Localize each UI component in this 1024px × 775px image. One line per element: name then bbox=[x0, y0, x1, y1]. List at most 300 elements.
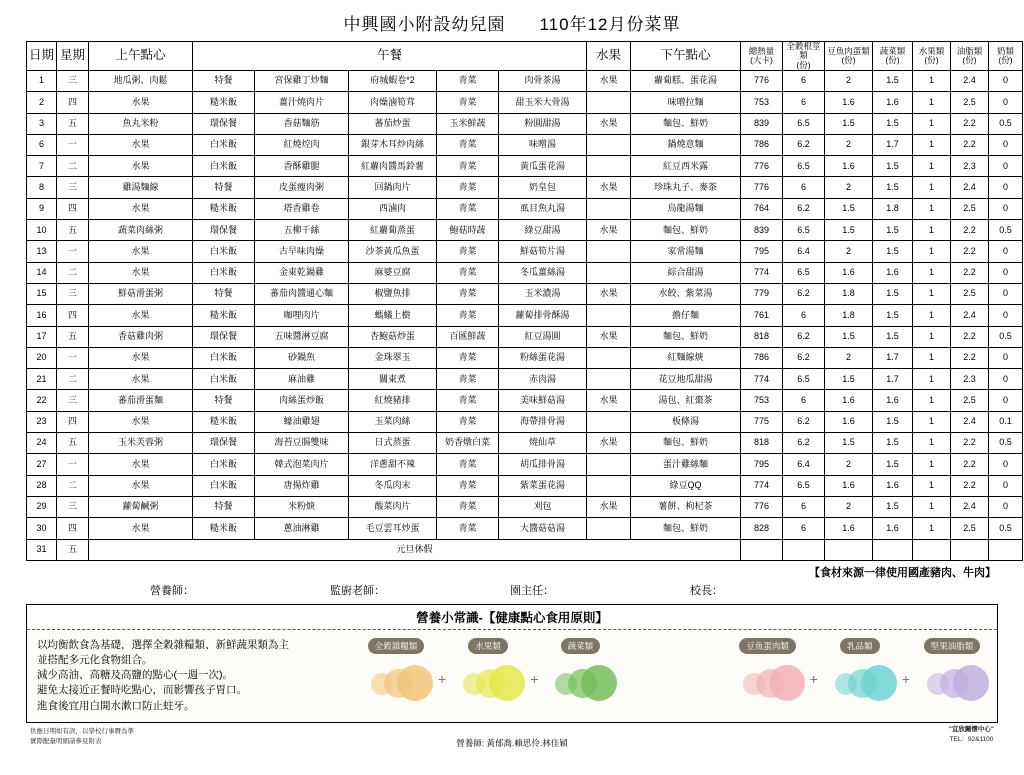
cell-lunch-main: 五柳干絲 bbox=[255, 220, 349, 241]
cell-protein: 1.5 bbox=[825, 369, 873, 390]
cell-morning-snack: 水果 bbox=[89, 198, 193, 219]
cell-dairy: 0.1 bbox=[989, 411, 1023, 432]
cell-calories: 776 bbox=[741, 71, 783, 92]
cell-fruit: 水果 bbox=[587, 390, 631, 411]
cell-lunch-side: 麻婆豆腐 bbox=[349, 262, 437, 283]
th-calories-l1: 總熱量 bbox=[748, 45, 775, 56]
cell-fruit bbox=[587, 241, 631, 262]
cell-lunch-vegetable: 百匯鮮蔬 bbox=[437, 326, 499, 347]
cell-afternoon-snack: 紅麵線焿 bbox=[631, 347, 741, 368]
cell-afternoon-snack: 麵包、鮮奶 bbox=[631, 113, 741, 134]
food-group-item bbox=[359, 636, 433, 703]
cell-fruit-group: 1 bbox=[913, 475, 951, 496]
cell-lunch-side: 蕃茄炒蛋 bbox=[349, 113, 437, 134]
cell-fruit: 水果 bbox=[587, 496, 631, 517]
cell-calories: 776 bbox=[741, 177, 783, 198]
food-group-item bbox=[823, 636, 897, 703]
cell-grain: 6.5 bbox=[783, 156, 825, 177]
cell-lunch-vegetable: 青菜 bbox=[437, 92, 499, 113]
cell-grain: 6.2 bbox=[783, 326, 825, 347]
cell-fruit bbox=[587, 411, 631, 432]
th-calories-l2: (大卡) bbox=[750, 55, 773, 65]
cell-lunch-soup: 粉圓甜湯 bbox=[499, 113, 587, 134]
cell-weekday: 五 bbox=[57, 539, 89, 560]
table-row bbox=[27, 71, 1023, 92]
cell-afternoon-snack: 湯包、紅棗茶 bbox=[631, 390, 741, 411]
cell-vegetable: 1.5 bbox=[873, 71, 913, 92]
cell-calories: 795 bbox=[741, 241, 783, 262]
cell-weekday: 四 bbox=[57, 305, 89, 326]
cell-weekday: 四 bbox=[57, 411, 89, 432]
cell-lunch-side: 紅蘿肉醬馬鈴薯 bbox=[349, 156, 437, 177]
cell-grain: 6.5 bbox=[783, 113, 825, 134]
cell-fruit bbox=[587, 92, 631, 113]
food-group-item bbox=[543, 636, 617, 703]
cell-dairy: 0 bbox=[989, 156, 1023, 177]
cell-afternoon-snack: 板條湯 bbox=[631, 411, 741, 432]
cell-dairy: 0 bbox=[989, 241, 1023, 262]
cell-lunch-soup: 肉骨茶湯 bbox=[499, 71, 587, 92]
cell-calories: 774 bbox=[741, 262, 783, 283]
cell-lunch-vegetable: 青菜 bbox=[437, 134, 499, 155]
cell-protein: 2 bbox=[825, 496, 873, 517]
cell-morning-snack: 蕃茄滑蛋麵 bbox=[89, 390, 193, 411]
cell-weekday: 三 bbox=[57, 71, 89, 92]
cell-lunch-vegetable: 青菜 bbox=[437, 454, 499, 475]
cell-oil: 2.5 bbox=[951, 92, 989, 113]
cell-afternoon-snack: 紅豆西米露 bbox=[631, 156, 741, 177]
table-row bbox=[27, 390, 1023, 411]
cell-protein: 1.6 bbox=[825, 92, 873, 113]
cell-afternoon-snack: 水餃、紫菜湯 bbox=[631, 283, 741, 304]
table-row bbox=[27, 369, 1023, 390]
th-protein-l2: (份) bbox=[841, 55, 856, 65]
cell-vegetable: 1.5 bbox=[873, 113, 913, 134]
cell-dairy: 0 bbox=[989, 369, 1023, 390]
th-weekday: 星期 bbox=[57, 42, 89, 71]
cell-calories: 839 bbox=[741, 113, 783, 134]
cell-dairy: 0 bbox=[989, 305, 1023, 326]
cell-morning-snack: 水果 bbox=[89, 305, 193, 326]
cell-fruit-group: 1 bbox=[913, 113, 951, 134]
cell-lunch-main: 金東乾鍋雞 bbox=[255, 262, 349, 283]
cell-fruit-group: 1 bbox=[913, 134, 951, 155]
cell-protein: 1.5 bbox=[825, 198, 873, 219]
cell-date: 15 bbox=[27, 283, 57, 304]
th-dairy-l2: (份) bbox=[998, 55, 1013, 65]
tip-line: 進食後宜用白開水漱口防止蛀牙。 bbox=[37, 699, 195, 712]
cell-protein: 1.6 bbox=[825, 411, 873, 432]
cell-lunch-side: 紅燒豬排 bbox=[349, 390, 437, 411]
cell-lunch-side: 沙茶黃瓜魚蛋 bbox=[349, 241, 437, 262]
table-row bbox=[27, 454, 1023, 475]
cell-morning-snack: 水果 bbox=[89, 411, 193, 432]
cell-empty bbox=[741, 539, 783, 560]
menu-table-body bbox=[27, 71, 1023, 561]
signature-field-1[interactable]: 監廚老師： bbox=[330, 584, 385, 597]
cell-oil: 2.5 bbox=[951, 283, 989, 304]
cell-date: 3 bbox=[27, 113, 57, 134]
cell-afternoon-snack: 麵包、鮮奶 bbox=[631, 220, 741, 241]
cell-morning-snack: 水果 bbox=[89, 262, 193, 283]
cell-lunch-main: 蕃茄肉醬通心麵 bbox=[255, 283, 349, 304]
cell-grain: 6.2 bbox=[783, 411, 825, 432]
cell-lunch-side: 洋蔥甜不辣 bbox=[349, 454, 437, 475]
cell-afternoon-snack: 家常湯麵 bbox=[631, 241, 741, 262]
cell-calories: 761 bbox=[741, 305, 783, 326]
plus-icon: + bbox=[530, 671, 539, 688]
cell-protein: 1.6 bbox=[825, 262, 873, 283]
cell-lunch-staple: 特餐 bbox=[193, 283, 255, 304]
cell-morning-snack: 水果 bbox=[89, 475, 193, 496]
cell-oil: 2.2 bbox=[951, 475, 989, 496]
cell-lunch-soup: 鮮菇筍片湯 bbox=[499, 241, 587, 262]
cell-grain: 6 bbox=[783, 305, 825, 326]
cell-lunch-staple: 糙米飯 bbox=[193, 305, 255, 326]
menu-month: 110年12月份菜單 bbox=[539, 15, 681, 34]
signature-field-3[interactable]: 校長： bbox=[690, 584, 723, 597]
th-oil bbox=[951, 42, 989, 71]
cell-grain: 6.5 bbox=[783, 220, 825, 241]
cell-protein: 2 bbox=[825, 347, 873, 368]
cell-lunch-soup: 綠豆甜湯 bbox=[499, 220, 587, 241]
cell-lunch-vegetable: 青菜 bbox=[437, 177, 499, 198]
cell-fruit-group: 1 bbox=[913, 156, 951, 177]
cell-calories: 774 bbox=[741, 369, 783, 390]
cell-vegetable: 1.8 bbox=[873, 198, 913, 219]
cell-oil: 2.5 bbox=[951, 198, 989, 219]
cell-fruit-group: 1 bbox=[913, 433, 951, 454]
cell-dairy: 0 bbox=[989, 347, 1023, 368]
cell-fruit-group: 1 bbox=[913, 326, 951, 347]
cell-lunch-side: 日式蒸蛋 bbox=[349, 433, 437, 454]
cell-lunch-side: 杏鮑菇炒蛋 bbox=[349, 326, 437, 347]
cell-weekday: 三 bbox=[57, 177, 89, 198]
food-group-cluster-right bbox=[731, 636, 989, 703]
th-calories bbox=[741, 42, 783, 71]
cell-date: 29 bbox=[27, 496, 57, 517]
footer-nutritionists: 營養師: 黃郁喬.賴思伶.林佳穎 bbox=[456, 737, 568, 748]
table-row bbox=[27, 305, 1023, 326]
cell-afternoon-snack: 味噌拉麵 bbox=[631, 92, 741, 113]
cell-fruit: 水果 bbox=[587, 177, 631, 198]
cell-afternoon-snack: 麵包、鮮奶 bbox=[631, 433, 741, 454]
cell-dairy: 0 bbox=[989, 92, 1023, 113]
cell-afternoon-snack: 花豆地瓜甜湯 bbox=[631, 369, 741, 390]
cell-calories: 818 bbox=[741, 326, 783, 347]
cell-vegetable: 1.6 bbox=[873, 475, 913, 496]
th-fruit-group-l1: 水果類 bbox=[918, 45, 945, 56]
cell-fruit bbox=[587, 156, 631, 177]
cell-oil: 2.2 bbox=[951, 113, 989, 134]
signature-field-2[interactable]: 園主任： bbox=[510, 584, 554, 597]
cell-afternoon-snack: 麵包、鮮奶 bbox=[631, 326, 741, 347]
cell-lunch-soup: 玉米濃湯 bbox=[499, 283, 587, 304]
cell-lunch-vegetable: 奶香燉白菜 bbox=[437, 433, 499, 454]
cell-lunch-staple: 白米飯 bbox=[193, 156, 255, 177]
cell-lunch-main: 五味醬淋豆腐 bbox=[255, 326, 349, 347]
cell-lunch-main: 唐揚炸雞 bbox=[255, 475, 349, 496]
cell-oil: 2.3 bbox=[951, 156, 989, 177]
cell-afternoon-snack: 鍋燒意麵 bbox=[631, 134, 741, 155]
cell-protein: 2 bbox=[825, 177, 873, 198]
cell-grain: 6 bbox=[783, 92, 825, 113]
th-date: 日期 bbox=[27, 42, 57, 71]
th-lunch: 午餐 bbox=[193, 42, 587, 71]
cell-lunch-staple: 白米飯 bbox=[193, 454, 255, 475]
cell-calories: 818 bbox=[741, 433, 783, 454]
cell-dairy: 0.5 bbox=[989, 326, 1023, 347]
cell-vegetable: 1.5 bbox=[873, 326, 913, 347]
cell-lunch-side: 銀芽木耳炒肉絲 bbox=[349, 134, 437, 155]
plus-icon: + bbox=[901, 671, 910, 688]
cell-oil: 2.2 bbox=[951, 220, 989, 241]
th-vegetable-l1: 蔬菜類 bbox=[879, 45, 906, 56]
cell-weekday: 五 bbox=[57, 433, 89, 454]
cell-lunch-side: 金珠翠玉 bbox=[349, 347, 437, 368]
cell-lunch-side: 毛豆雲耳炒蛋 bbox=[349, 518, 437, 539]
cell-fruit-group: 1 bbox=[913, 518, 951, 539]
th-fruit: 水果 bbox=[587, 42, 631, 71]
cell-lunch-main: 蠔油雞翅 bbox=[255, 411, 349, 432]
table-row bbox=[27, 475, 1023, 496]
cell-lunch-staple: 特餐 bbox=[193, 71, 255, 92]
cell-lunch-staple: 特餐 bbox=[193, 496, 255, 517]
cell-weekday: 一 bbox=[57, 347, 89, 368]
cell-date: 13 bbox=[27, 241, 57, 262]
cell-lunch-vegetable: 青菜 bbox=[437, 369, 499, 390]
cell-calories: 764 bbox=[741, 198, 783, 219]
cell-oil: 2.2 bbox=[951, 347, 989, 368]
cell-morning-snack: 地瓜粥、肉鬆 bbox=[89, 71, 193, 92]
cell-protein: 1.5 bbox=[825, 326, 873, 347]
cell-grain: 6.2 bbox=[783, 433, 825, 454]
cell-fruit-group: 1 bbox=[913, 177, 951, 198]
cell-lunch-staple: 環保餐 bbox=[193, 220, 255, 241]
cell-protein: 1.8 bbox=[825, 283, 873, 304]
cell-afternoon-snack: 擔仔麵 bbox=[631, 305, 741, 326]
cell-oil: 2.4 bbox=[951, 496, 989, 517]
cell-weekday: 三 bbox=[57, 283, 89, 304]
food-group-label: 堅果油脂類 bbox=[924, 638, 981, 654]
cell-lunch-vegetable: 青菜 bbox=[437, 347, 499, 368]
cell-protein: 2 bbox=[825, 454, 873, 475]
cell-morning-snack: 水果 bbox=[89, 92, 193, 113]
cell-lunch-main: 塔香雞卷 bbox=[255, 198, 349, 219]
cell-vegetable: 1.5 bbox=[873, 496, 913, 517]
cell-lunch-soup: 紅豆湯圓 bbox=[499, 326, 587, 347]
cell-fruit bbox=[587, 518, 631, 539]
th-dairy-l1: 奶類 bbox=[996, 45, 1014, 56]
cell-fruit: 水果 bbox=[587, 283, 631, 304]
cell-lunch-vegetable: 青菜 bbox=[437, 198, 499, 219]
th-dairy bbox=[989, 42, 1023, 71]
cell-grain: 6.2 bbox=[783, 134, 825, 155]
tip-line: 避免太接近正餐時吃點心，而影響孩子胃口。 bbox=[37, 684, 247, 697]
cell-date: 27 bbox=[27, 454, 57, 475]
cell-lunch-soup: 大醬菇菇湯 bbox=[499, 518, 587, 539]
cell-lunch-staple: 糙米飯 bbox=[193, 92, 255, 113]
cell-lunch-soup: 刈包 bbox=[499, 496, 587, 517]
cell-grain: 6 bbox=[783, 390, 825, 411]
cell-lunch-soup: 海帶排骨湯 bbox=[499, 411, 587, 432]
cell-lunch-soup: 冬瓜薑絲湯 bbox=[499, 262, 587, 283]
th-protein bbox=[825, 42, 873, 71]
cell-weekday: 一 bbox=[57, 454, 89, 475]
table-row bbox=[27, 518, 1023, 539]
table-row bbox=[27, 198, 1023, 219]
cell-calories: 795 bbox=[741, 454, 783, 475]
cell-lunch-side: 肉燥滷筍茸 bbox=[349, 92, 437, 113]
cell-date: 20 bbox=[27, 347, 57, 368]
food-group-illustration-icon bbox=[367, 657, 425, 703]
signature-row bbox=[0, 580, 1024, 602]
footer-center-name: "宜欣關懷中心" bbox=[948, 725, 994, 733]
cell-fruit: 水果 bbox=[587, 326, 631, 347]
cell-lunch-side: 西滷肉 bbox=[349, 198, 437, 219]
cell-grain: 6.5 bbox=[783, 369, 825, 390]
cell-vegetable: 1.7 bbox=[873, 347, 913, 368]
table-row bbox=[27, 113, 1023, 134]
table-row bbox=[27, 347, 1023, 368]
cell-grain: 6.5 bbox=[783, 262, 825, 283]
footer-contact bbox=[949, 725, 994, 745]
cell-grain: 6 bbox=[783, 71, 825, 92]
cell-calories: 786 bbox=[741, 347, 783, 368]
table-row bbox=[27, 177, 1023, 198]
cell-vegetable: 1.5 bbox=[873, 177, 913, 198]
school-name: 中興國小附設幼兒園 bbox=[343, 15, 506, 34]
cell-grain: 6 bbox=[783, 518, 825, 539]
cell-lunch-vegetable: 青菜 bbox=[437, 283, 499, 304]
cell-morning-snack: 蔬菜肉絲粥 bbox=[89, 220, 193, 241]
plus-icon: + bbox=[438, 671, 447, 688]
cell-fruit-group: 1 bbox=[913, 198, 951, 219]
nutrition-tip-box bbox=[26, 604, 998, 723]
cell-vegetable: 1.5 bbox=[873, 220, 913, 241]
th-afternoon-snack: 下午點心 bbox=[631, 42, 741, 71]
th-grain-l2: 類 bbox=[799, 50, 808, 61]
cell-lunch-soup: 甜玉米大骨湯 bbox=[499, 92, 587, 113]
cell-date: 31 bbox=[27, 539, 57, 560]
table-row bbox=[27, 283, 1023, 304]
cell-fruit: 水果 bbox=[587, 433, 631, 454]
cell-morning-snack: 水果 bbox=[89, 156, 193, 177]
cell-lunch-vegetable: 青菜 bbox=[437, 390, 499, 411]
cell-date: 17 bbox=[27, 326, 57, 347]
cell-lunch-vegetable: 青菜 bbox=[437, 71, 499, 92]
cell-lunch-main: 香酥雞腿 bbox=[255, 156, 349, 177]
cell-protein: 1.5 bbox=[825, 433, 873, 454]
cell-lunch-soup: 黃瓜蛋花湯 bbox=[499, 156, 587, 177]
table-row bbox=[27, 433, 1023, 454]
cell-calories: 775 bbox=[741, 411, 783, 432]
cell-date: 8 bbox=[27, 177, 57, 198]
th-fruit-group bbox=[913, 42, 951, 71]
cell-fruit bbox=[587, 198, 631, 219]
food-group-item bbox=[915, 636, 989, 703]
cell-fruit-group: 1 bbox=[913, 390, 951, 411]
cell-morning-snack: 水果 bbox=[89, 134, 193, 155]
cell-lunch-staple: 糙米飯 bbox=[193, 411, 255, 432]
cell-fruit-group: 1 bbox=[913, 411, 951, 432]
cell-date: 23 bbox=[27, 411, 57, 432]
cell-weekday: 二 bbox=[57, 262, 89, 283]
cell-afternoon-snack: 蛋汁雞絲麵 bbox=[631, 454, 741, 475]
cell-empty bbox=[989, 539, 1023, 560]
cell-weekday: 五 bbox=[57, 326, 89, 347]
cell-fruit bbox=[587, 454, 631, 475]
cell-morning-snack: 香菇雞肉粥 bbox=[89, 326, 193, 347]
cell-fruit bbox=[587, 347, 631, 368]
menu-table-head bbox=[27, 42, 1023, 71]
plus-icon: + bbox=[809, 671, 818, 688]
signature-field-0[interactable]: 營養師： bbox=[150, 584, 194, 597]
table-row bbox=[27, 92, 1023, 113]
cell-lunch-soup: 胡瓜排骨湯 bbox=[499, 454, 587, 475]
cell-empty bbox=[825, 539, 873, 560]
cell-fruit-group: 1 bbox=[913, 92, 951, 113]
cell-protein: 1.6 bbox=[825, 475, 873, 496]
cell-protein: 2 bbox=[825, 134, 873, 155]
cell-lunch-main: 砂鍋魚 bbox=[255, 347, 349, 368]
cell-lunch-main: 咖哩肉片 bbox=[255, 305, 349, 326]
th-vegetable bbox=[873, 42, 913, 71]
cell-weekday: 二 bbox=[57, 475, 89, 496]
cell-lunch-main: 麻油雞 bbox=[255, 369, 349, 390]
cell-morning-snack: 水果 bbox=[89, 241, 193, 262]
cell-calories: 753 bbox=[741, 92, 783, 113]
cell-fruit-group: 1 bbox=[913, 347, 951, 368]
cell-morning-snack: 水果 bbox=[89, 369, 193, 390]
cell-lunch-staple: 環保餐 bbox=[193, 326, 255, 347]
table-row-holiday bbox=[27, 539, 1023, 560]
food-group-label: 水果類 bbox=[468, 638, 508, 654]
cell-calories: 779 bbox=[741, 283, 783, 304]
cell-lunch-staple: 環保餐 bbox=[193, 433, 255, 454]
cell-fruit-group: 1 bbox=[913, 496, 951, 517]
cell-vegetable: 1.7 bbox=[873, 369, 913, 390]
table-row bbox=[27, 411, 1023, 432]
th-grain-l3: (份) bbox=[796, 59, 811, 70]
menu-table bbox=[26, 41, 1023, 561]
cell-lunch-side: 椒鹽魚排 bbox=[349, 283, 437, 304]
cell-afternoon-snack: 綜合甜湯 bbox=[631, 262, 741, 283]
cell-dairy: 0 bbox=[989, 134, 1023, 155]
cell-grain: 6.2 bbox=[783, 283, 825, 304]
cell-oil: 2.2 bbox=[951, 241, 989, 262]
cell-morning-snack: 水果 bbox=[89, 518, 193, 539]
cell-lunch-soup: 蘿蔔排骨酥湯 bbox=[499, 305, 587, 326]
cell-date: 28 bbox=[27, 475, 57, 496]
table-row bbox=[27, 134, 1023, 155]
cell-lunch-main: 韓式泡菜肉片 bbox=[255, 454, 349, 475]
cell-date: 30 bbox=[27, 518, 57, 539]
cell-date: 2 bbox=[27, 92, 57, 113]
page-footer bbox=[0, 723, 1024, 775]
menu-table-wrap bbox=[0, 41, 1024, 561]
cell-grain: 6.2 bbox=[783, 347, 825, 368]
food-group-illustration-icon bbox=[923, 657, 981, 703]
page-title bbox=[0, 0, 1024, 41]
cell-calories: 828 bbox=[741, 518, 783, 539]
th-fruit-group-l2: (份) bbox=[924, 55, 939, 65]
cell-lunch-vegetable: 青菜 bbox=[437, 411, 499, 432]
cell-lunch-soup: 美味鮮菇湯 bbox=[499, 390, 587, 411]
cell-protein: 1.5 bbox=[825, 220, 873, 241]
cell-lunch-side: 玉菜肉絲 bbox=[349, 411, 437, 432]
cell-vegetable: 1.5 bbox=[873, 454, 913, 475]
